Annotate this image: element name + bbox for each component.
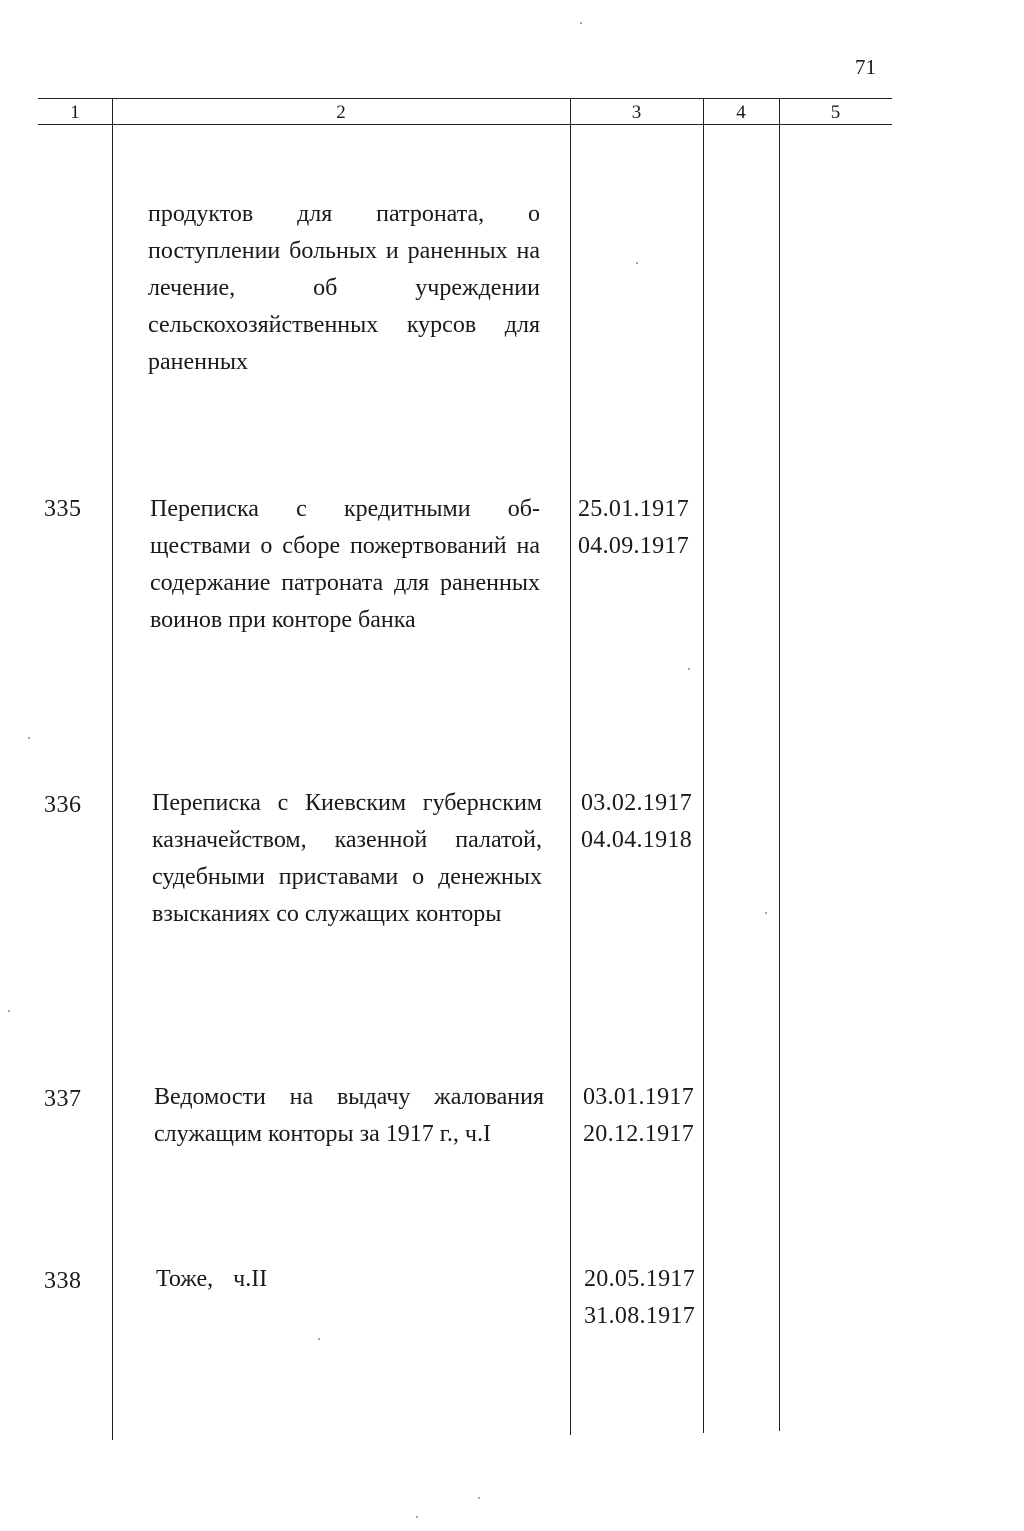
date-end: 31.08.1917 xyxy=(584,1303,695,1329)
column-header-3: 3 xyxy=(631,102,642,123)
continuation-title: продуктов для патроната, о поступлении больных и раненных на лечение, об учреждении сельскохозяйственных курсов для раненных xyxy=(148,201,540,375)
column-header-4: 4 xyxy=(736,102,746,123)
column-divider-4 xyxy=(779,98,780,1431)
date-end: 04.04.1918 xyxy=(581,827,692,853)
scan-speck xyxy=(8,1010,10,1012)
date-start: 20.05.1917 xyxy=(584,1266,695,1292)
row-dates xyxy=(584,1261,695,1335)
scan-speck xyxy=(636,262,638,264)
scan-speck xyxy=(688,668,690,670)
column-header-5: 5 xyxy=(830,102,841,123)
row-title: Переписка с кредитными об-ществами о сборе пожертвований на содержание патроната для раненных воинов при конторе банка xyxy=(150,496,540,633)
date-end: 20.12.1917 xyxy=(583,1121,694,1147)
row-number: 337 xyxy=(44,1086,82,1112)
date-start: 03.01.1917 xyxy=(583,1084,694,1110)
column-divider-2 xyxy=(570,98,571,1435)
row-number: 338 xyxy=(44,1268,82,1294)
scan-speck xyxy=(28,737,30,739)
date-start: 25.01.1917 xyxy=(578,496,689,522)
row-title: Ведомости на выдачу жалования служащим конторы за 1917 г., ч.I xyxy=(154,1084,544,1147)
column-divider-1 xyxy=(112,98,113,1440)
scan-speck xyxy=(416,1516,418,1518)
row-dates xyxy=(581,785,692,859)
column-divider-3 xyxy=(703,98,704,1433)
row-dates xyxy=(583,1079,694,1153)
column-header-2: 2 xyxy=(336,102,346,123)
row-number: 335 xyxy=(44,496,82,522)
header-bottom-rule xyxy=(38,124,892,125)
scan-speck xyxy=(478,1497,480,1499)
row-title: Тоже, ч.II xyxy=(156,1266,268,1292)
date-start: 03.02.1917 xyxy=(581,790,692,816)
row-dates xyxy=(578,491,689,565)
row-title: Переписка с Киевским губернским казначейством, казенной палатой, судебными приставами о денежных взысканиях со служащих конторы xyxy=(152,790,542,927)
date-end: 04.09.1917 xyxy=(578,533,689,559)
column-header-1: 1 xyxy=(70,102,80,123)
row-number: 336 xyxy=(44,792,82,818)
page-number: 71 xyxy=(855,55,876,79)
scan-speck xyxy=(318,1338,320,1340)
scan-speck xyxy=(765,912,767,914)
header-top-rule xyxy=(38,98,892,99)
scan-speck xyxy=(580,22,582,24)
